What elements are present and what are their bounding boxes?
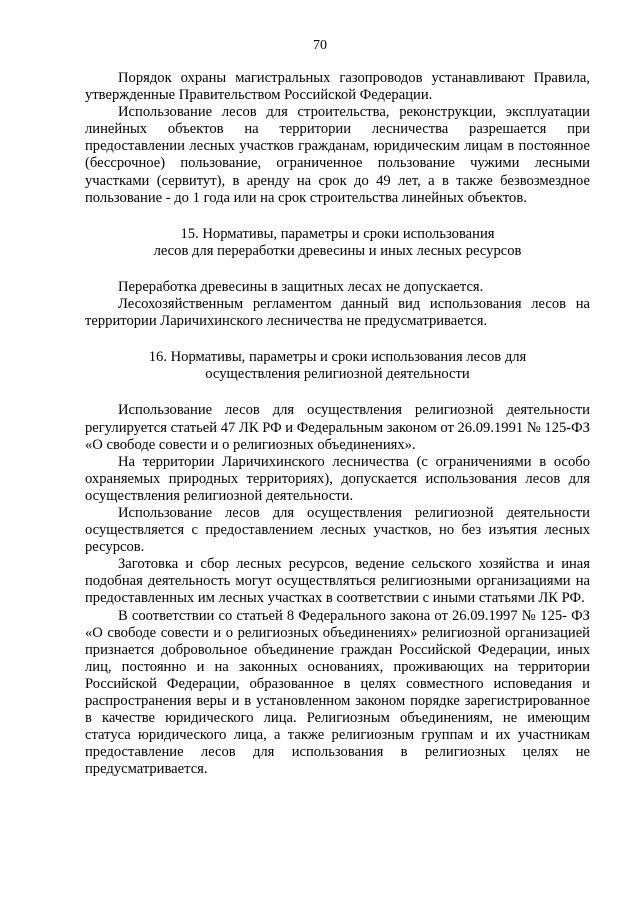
paragraph-gas-pipelines: Порядок охраны магистральных газопроводов устанавливают Правила, утвержденные Правительством Российской Федерации. [85, 70, 590, 104]
section-16-heading-line-2: осуществления религиозной деятельности [205, 366, 470, 383]
section-16-heading-line-1: 16. Нормативы, параметры и сроки использования лесов для [148, 349, 527, 366]
section-16-paragraph: Использование лесов для осуществления религиозной деятельности регулируется статьей 47 ЛК РФ и Федеральным законом от 26.09.1991 № 125-ФЗ «О свободе совести и о религиозных объединениях». [85, 402, 590, 453]
paragraph-linear-objects: Использование лесов для строительства, реконструкции, эксплуатации линейных объектов на территории лесничества разрешается при предоставлении лесных участков гражданам, юридическим лицам в постоянное (бессрочное) пользование, ограниченное пользование чужими лесными участками (сервитут), в аренду на срок до 49 лет, а в также безвозмездное пользование - до 1 года или на срок строительства линейных объектов. [85, 104, 590, 206]
page-number: 70 [313, 38, 327, 53]
section-15-paragraph: Лесохозяйственным регламентом данный вид использования лесов на территории Ларичихинского лесничества не предусматривается. [85, 296, 590, 330]
document-body [85, 70, 590, 778]
section-16-paragraph: Заготовка и сбор лесных ресурсов, ведение сельского хозяйства и иная подобная деятельность могут осуществляться религиозными организациями на предоставленных им лесных участках в соответствии с иными статьями ЛК РФ. [85, 556, 590, 607]
section-16-heading [85, 349, 590, 383]
section-16-paragraph: На территории Ларичихинского лесничества (с ограничениями в особо охраняемых природных территориях), допускается использования лесов для осуществления религиозной деятельности. [85, 453, 590, 504]
section-15-heading [85, 226, 590, 260]
section-16-paragraph: В соответствии со статьей 8 Федерального закона от 26.09.1997 № 125- ФЗ «О свободе совести и о религиозных объединениях» религиозной организацией признается добровольное объединение граждан Российской Федерации, иных лиц, постоянно и на законных основаниях, проживающих на территории Российской Федерации, образованное в целях совместного исповедания и распространения веры и в установленном законом порядке зарегистрированное в качестве юридического лица. Религиозным объединениям, не имеющим статуса юридического лица, а также религиозным группам и их участникам предоставление лесов для использования в религиозных целях не предусматривается. [85, 607, 590, 778]
section-15-heading-line-2: лесов для переработки древесины и иных лесных ресурсов [153, 242, 522, 259]
section-15-paragraph: Переработка древесины в защитных лесах не допускается. [118, 278, 484, 295]
section-16-paragraph: Использование лесов для осуществления религиозной деятельности осуществляется с предоставлением лесных участков, но без изъятия лесных ресурсов. [85, 504, 590, 556]
section-15-heading-line-1: 15. Нормативы, параметры и сроки использования [180, 225, 495, 242]
